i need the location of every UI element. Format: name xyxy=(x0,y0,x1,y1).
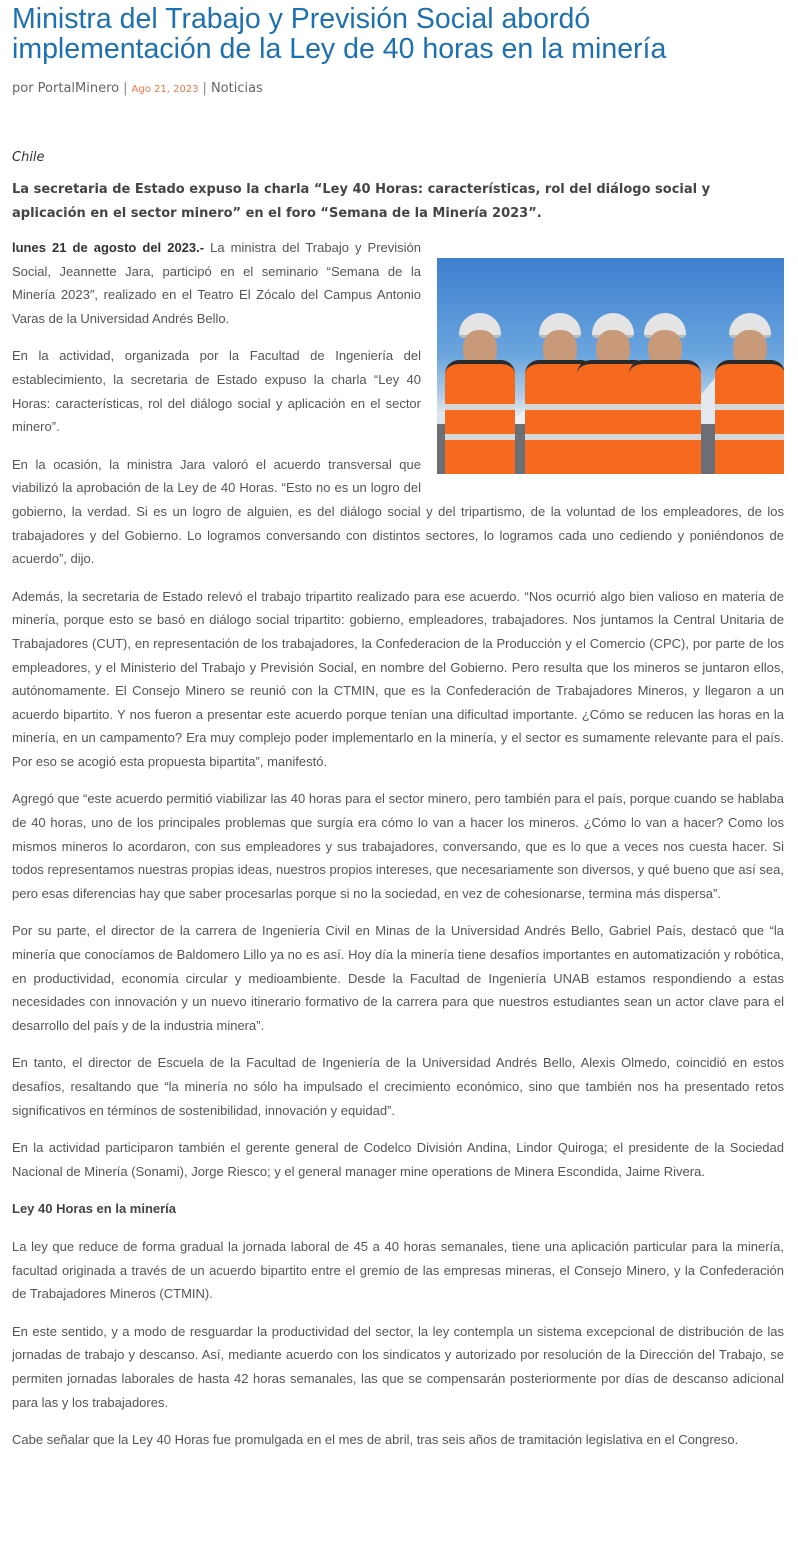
paragraph: Además, la secretaria de Estado relevó el trabajo tripartito realizado para ese acuerdo. “Nos ocurrió algo bien valioso en materia de minería, porque esto se basó en diálogo social tripartito: gobierno, empleadores, trabajadores. Nos juntamos la Central Unitaria de Trabajadores (CUT), en representación de los trabajadores, la Confederacion de la Producción y el Comercio (CPC), por parte de los empleadores, y el Ministerio del Trabajo y Previsión Social, en nombre del Gobierno. Pero resulta que los mineros se juntaron ellos, autónomamente. El Consejo Minero se reunió con la CTMIN, que es la Confederación de Trabajadores Mineros, y llegaron a un acuerdo bipartito. Y nos fueron a presentar este acuerdo porque tenían una dificultad importante. ¿Cómo se reducen las horas en la minería, en un campamento? Era muy complejo poder implementarlo en la minería, y el sector es sumamente relevante para el país. Por eso se acogió esta propuesta bipartita”, manifestó. xyxy=(12,588,784,769)
paragraph: En tanto, el director de Escuela de la Facultad de Ingeniería de la Universidad Andrés Bello, Alexis Olmedo, coincidió en estos desafíos, resaltando que “la minería no sólo ha impulsado el crecimiento económico, sino que también nos ha presentado retos significativos en términos de sostenibilidad, innovación y equidad”. xyxy=(12,1055,784,1118)
paragraph: En este sentido, y a modo de resguardar la productividad del sector, la ley contempla un sistema excepcional de distribución de las jornadas de trabajo y descanso. Así, mediante acuerdo con los sindicatos y autorizado por resolución de la Dirección del Trabajo, se permiten jornadas laborales de hasta 42 horas semanales, las que se compensarán posteriormente por días de descanso adicional para las y los trabajadores. xyxy=(12,1323,784,1410)
paragraph: En la actividad, organizada por la Facultad de Ingeniería del establecimiento, la secretaria de Estado expuso la charla “Ley 40 Horas: características, rol del diálogo social y aplicación en el sector minero”. xyxy=(12,348,421,435)
paragraph: En la actividad participaron también el gerente general de Codelco División Andina, Lindor Quiroga; el presidente de la Sociedad Nacional de Minería (Sonami), Jorge Riesco; y el general manager mine operations de Minera Escondida, Jaime Rivera. xyxy=(12,1140,784,1179)
miner-figure xyxy=(629,324,701,474)
meta-separator: | xyxy=(123,81,128,96)
paragraph-text: La ministra del Trabajo y Previsión Social, Jeannette Jara, participó en el seminario “Semana de la Minería 2023″, realizado en el Teatro El Zócalo del Campus Antonio Varas de la Universidad Andrés Bello. xyxy=(12,240,421,326)
dateline: lunes 21 de agosto del 2023.- xyxy=(12,240,205,255)
paragraph: La ley que reduce de forma gradual la jornada laboral de 45 a 40 horas semanales, tiene una aplicación particular para la minería, facultad originada a través de un acuerdo bipartito entre el gremio de las empresas mineras, el Consejo Minero, y la Confederación de Trabajadores Mineros (CTMIN). xyxy=(12,1238,784,1302)
miner-figure xyxy=(715,319,784,474)
author-link[interactable]: por PortalMinero xyxy=(12,81,120,96)
paragraph: Agregó que “este acuerdo permitió viabilizar las 40 horas para el sector minero, pero también para el país, porque cuando se hablaba de 40 horas, uno de los principales problemas que surgía era cómo lo van a hacer los mineros. ¿Cómo lo van a hacer? Como los mismos mineros lo acordaron, con sus empleadores y sus trabajadores, conversando, que es lo que a veces nos cuesta hacer. Si todos representamos nuestras propias ideas, nuestros propios intereses, que necesariamente son diversos, y qué bueno que así sea, pero esas diferencias hay que saber procesarlas porque si no la sociedad, en vez de cohesionarse, termina más dispersa”. xyxy=(12,791,784,901)
category-link[interactable]: Noticias xyxy=(210,81,263,96)
article-meta xyxy=(12,80,263,99)
section-subheading: Ley 40 Horas en la minería xyxy=(12,1201,177,1217)
article-body xyxy=(12,236,784,1466)
meta-separator: | xyxy=(202,81,207,96)
article-lead: La secretaria de Estado expuso la charla “Ley 40 Horas: características, rol del diálogo social y aplicación en el sector minero” en el foro “Semana de la Minería 2023”. xyxy=(12,182,711,221)
miner-figure xyxy=(445,324,515,474)
miners-photo xyxy=(437,258,784,474)
paragraph: Por su parte, el director de la carrera de Ingeniería Civil en Minas de la Universidad Andrés Bello, Gabriel País, destacó que “la minería que conocíamos de Baldomero Lillo ya no es así. Hoy día la minería tiene desafíos importantes en automatización y robótica, en productividad, economía circular y medioambiente. Desde la Facultad de Ingeniería UNAB estamos respondiendo a estas necesidades con innovación y un nuevo itinerario formativo de la carrera para que nuestros estudiantes sean un actor clave para el desarrollo del país y de la industria minera”. xyxy=(12,923,784,1033)
paragraph: Cabe señalar que la Ley 40 Horas fue promulgada en el mes de abril, tras seis años de tramitación legislativa en el Congreso. xyxy=(12,1432,739,1448)
paragraph: En la ocasión, la ministra Jara valoró el acuerdo transversal que viabilizó la aprobación de la Ley de 40 Horas. “Esto no es un logro del gobierno, la verdad. Si es un logro de alguien, es del diálogo social y del tripartismo, de la voluntad de los empleadores, de los trabajadores y del Gobierno. Lo logramos conversando con distintos sectores, lo logramos cada uno cediendo y poniéndonos de acuerdo”, dijo. xyxy=(12,456,784,567)
country-label: Chile xyxy=(12,150,45,165)
article-title: Ministra del Trabajo y Previsión Social abordó implementación de la Ley de 40 horas en la minería xyxy=(12,3,667,65)
publish-date: Ago 21, 2023 xyxy=(131,84,199,95)
